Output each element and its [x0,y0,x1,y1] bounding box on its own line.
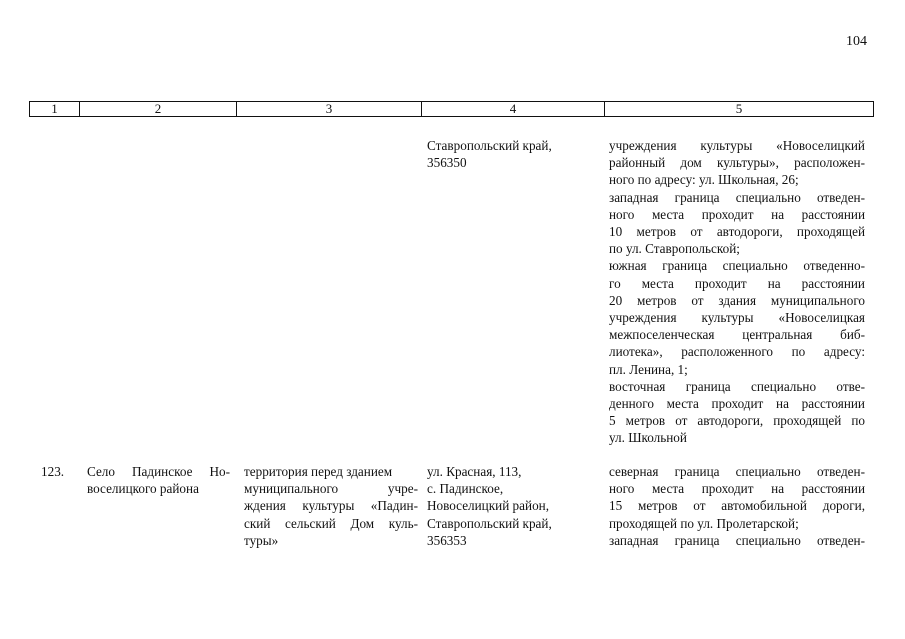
text-line: с. Падинское, [427,481,504,497]
text-line: Село Падинское Но- [87,464,230,479]
header-col-2: 2 [80,102,237,117]
text-line: районный дом культуры», расположен- [609,155,865,171]
text-line: по ул. Ставропольской; [609,241,740,257]
boundaries-description [609,463,865,549]
text-line: 20 метров от здания муниципального [609,292,865,308]
text-line: денного места проходит на расстоянии [609,396,865,412]
text-line: проходящей по ул. Пролетарской; [609,515,799,531]
text-line: лиотека», расположенного по адресу: [609,344,865,360]
address [427,463,597,549]
text-line: 356353 [427,532,467,548]
text-line: ного по адресу: ул. Школьная, 26; [609,172,799,188]
text-line: южная граница специально отведенно- [609,258,865,274]
text-line: западная граница специально отведен- [609,189,865,205]
text-line: ский сельский Дом куль- [244,515,418,531]
text-line: 15 метров от автомобильной дороги, [609,498,865,514]
row-continuation-boundaries [609,137,865,447]
text-line: 356350 [427,155,467,171]
text-line: туры» [244,532,279,548]
header-col-3: 3 [237,102,422,117]
text-line: Новоселицкий район, [427,498,550,514]
text-line: муниципального учре- [244,481,418,497]
text-line: Ставропольский край, [427,515,552,531]
text-line: ждения культуры «Падин- [244,498,418,514]
text-line: го места проходит на расстоянии [609,275,865,291]
text-line: ного места проходит на расстоянии [609,481,865,497]
text-line: учреждения культуры «Новоселицкий [609,138,865,153]
settlement-name [87,463,230,497]
text-line: пл. Ленина, 1; [609,361,688,377]
text-line: ного места проходит на расстоянии [609,206,865,222]
header-col-1: 1 [30,102,80,117]
text-line: ул. Красная, 113, [427,464,522,479]
page-number: 104 [846,34,867,49]
text-line: территория перед зданием [244,464,393,479]
text-line: 5 метров от автодороги, проходящей по [609,413,865,429]
text-line: воселицкого района [87,481,199,497]
text-line: западная граница специально отведен- [609,532,865,548]
header-col-5: 5 [605,102,874,117]
column-number-header [29,101,874,117]
territory-description [244,463,418,549]
text-line: ул. Школьной [609,430,687,446]
text-line: восточная граница специально отве- [609,378,865,394]
text-line: 10 метров от автодороги, проходящей [609,224,865,240]
row-continuation-address [427,137,597,171]
text-line: межпоселенческая центральная биб- [609,327,865,343]
row-number: 123. [41,464,65,479]
header-col-4: 4 [422,102,605,117]
text-line: северная граница специально отведен- [609,464,865,479]
text-line: Ставропольский край, [427,138,552,153]
text-line: учреждения культуры «Новоселицкая [609,310,865,326]
